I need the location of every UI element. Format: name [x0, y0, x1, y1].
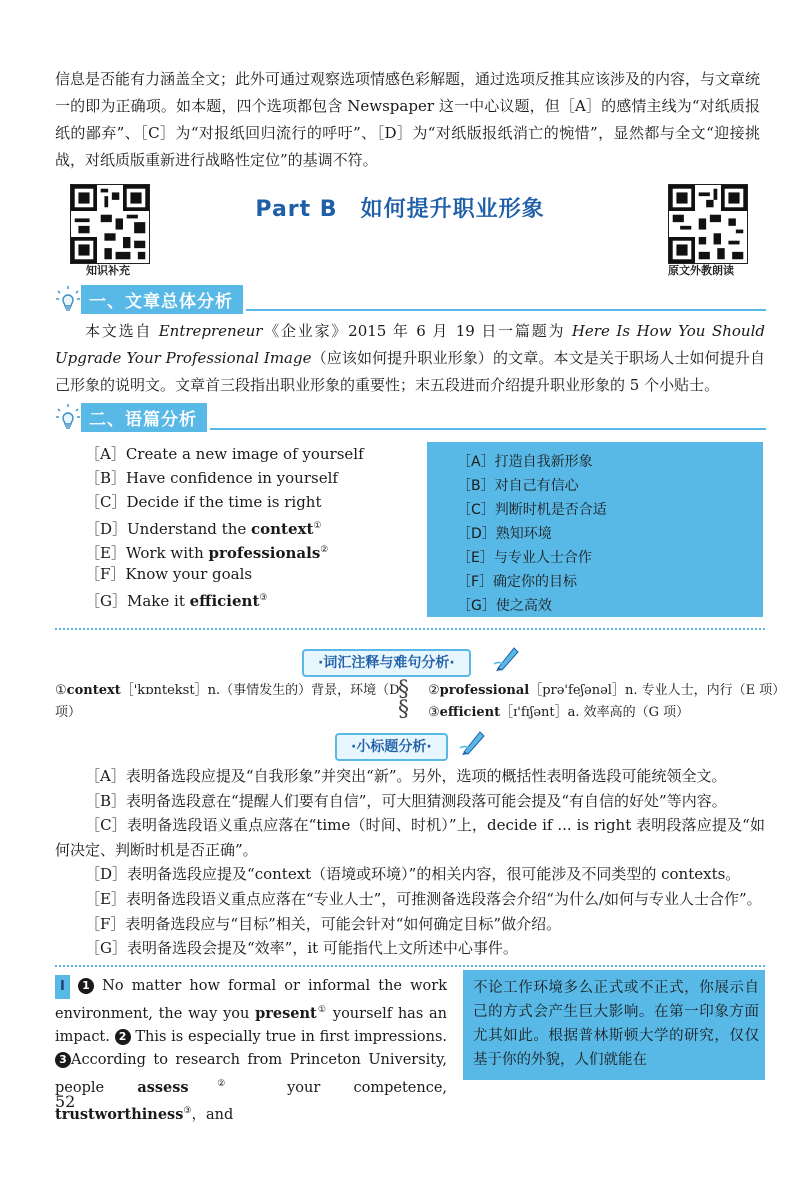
dotted-divider [55, 965, 765, 967]
vocab-definition: ［ɪ'fɪʃənt］a. 效率高的（G 项） [500, 705, 690, 720]
intro-paragraph: 信息是否能有力涵盖全文；此外可通过观察选项情感色彩解题，通过选项反推其应该涉及的内容，与文章统一的即为正确项。如本题，四个选项都包含 Newspaper 这一中心议题，但［A］的感情主线为“对纸质报纸的鄙弃”、［C］为“对报纸回归流行的呼吁”、［D］为“对纸版报纸消亡的惋惜”，显然都与全文“迎接挑战，对纸质版重新进行战略性定位”的基调不符。 [55, 70, 761, 169]
translation-g: ［G］使之高效 [457, 598, 552, 614]
analysis-header: ·小标题分析· [335, 733, 448, 761]
option-text: ［F］Know your goals [85, 565, 253, 583]
pen-icon [492, 642, 522, 672]
sentence-text: yourself has an impact. [55, 1005, 448, 1045]
section-label: 一、文章总体分析 [81, 285, 243, 314]
option-text: ［D］Understand the [85, 520, 252, 538]
page-number: 52 [55, 1092, 76, 1111]
source-title: Entrepreneur [158, 322, 263, 340]
option-d [85, 514, 415, 538]
footnote-marker: ③ [259, 593, 268, 603]
passage-translation-box: 不论工作环境多么正式或不正式，你展示自己的方式会产生巨大影响。在第一印象方面尤其如此。根据普林斯顿大学的研究，仅仅基于你的外貌，人们就能在 [463, 970, 765, 1080]
swirl-divider-icon: § § [398, 677, 409, 722]
overview-text-post: （应该如何提升职业形象）的文章。本文是关于职场人士如何提升自己形象的说明文。文章首三段指出职业形象的重要性；末五段进而介绍提升职业形象的 5 个小贴士。 [55, 349, 765, 394]
qr-code-icon [669, 185, 747, 263]
sentence-number: 2 [115, 1029, 131, 1045]
vocab-word: context [66, 683, 121, 698]
footnote-marker: ① [313, 521, 322, 531]
sentence-number: 3 [55, 1052, 71, 1068]
sentence-text: ，and [191, 1106, 234, 1123]
option-text: ［C］Decide if the time is right [85, 493, 322, 511]
option-e [85, 538, 415, 562]
option-keyword: context [251, 520, 314, 538]
keyword: present [255, 1004, 317, 1022]
translation-box [427, 442, 763, 617]
option-a [85, 442, 415, 466]
vocab-entry-professional [428, 680, 785, 702]
vocab-definition: ［'kɒntekst］n.（事情发生的）背景，环境（D [120, 683, 400, 698]
vocab-header: ·词汇注释与难句分析· [302, 649, 471, 677]
footnote-marker: ① [316, 1004, 328, 1015]
overview-text-mid: 《企业家》2015 年 6 月 19 日一篇题为 [262, 322, 572, 340]
article-title: Here Is How You Should Upgrade Your Professional Image [55, 322, 765, 367]
option-b [85, 466, 415, 490]
footnote-marker: ② [188, 1078, 254, 1089]
sentence-text: According to research from Princeton University, people [55, 1052, 447, 1096]
vocab-number: ① [55, 683, 67, 698]
option-text: ［G］Make it [85, 592, 190, 610]
translation-d: ［D］熟知环境 [457, 526, 552, 542]
analysis-a: ［A］表明备选段应提及“自我形象”并突出“新”。另外，选项的概括性表明备选段可能统领全文。 [85, 767, 727, 785]
dotted-divider [55, 628, 765, 630]
option-keyword: efficient [189, 592, 260, 610]
section-divider [246, 309, 766, 311]
option-text: ［E］Work with [85, 544, 209, 562]
part-title: Part B 如何提升职业形象 [255, 197, 545, 222]
translation-e: ［E］与专业人士合作 [457, 550, 592, 566]
paragraph-marker: Ⅰ [55, 975, 70, 999]
analysis-f: ［F］表明备选段应与“目标”相关，可能会针对“如何确定目标”做介绍。 [85, 914, 562, 933]
analysis-e: ［E］表明备选段语义重点应落在“专业人士”，可推测备选段落会介绍“为什么/如何与专业人士合作”。 [85, 889, 762, 908]
section-label: 二、语篇分析 [81, 403, 207, 432]
vocab-number: ② [428, 683, 440, 698]
sentence-number: 1 [78, 978, 94, 994]
overview-text-pre: 本文选自 [85, 322, 159, 340]
option-c [85, 490, 415, 514]
qr-right-caption: 原文外教朗读 [668, 264, 734, 277]
pen-icon [458, 726, 488, 756]
analysis-c: ［C］表明备选段语义重点应落在“time（时间、时机）”上，decide if ... is right 表明段落应提及“如何决定、判断时机是否正确”。 [55, 816, 765, 859]
passage-paragraph-1 [55, 975, 447, 1127]
sentence-text: This is especially true in first impressions. [130, 1028, 448, 1045]
overview-paragraph [55, 318, 765, 399]
translation-c: ［C］判断时机是否合适 [457, 502, 607, 518]
section-header-overview [55, 284, 243, 314]
qr-left-caption: 知识补充 [86, 264, 130, 277]
translation-a: ［A］打造自我新形象 [457, 454, 593, 470]
section-header-discourse [55, 402, 207, 432]
keyword: trustworthiness [55, 1105, 184, 1123]
keyword: assess [137, 1078, 189, 1096]
vocab-entry-context [55, 680, 400, 702]
heading-analysis [55, 764, 765, 961]
translation-b: ［B］对自己有信心 [457, 478, 579, 494]
option-text: ［A］Create a new image of yourself [85, 445, 364, 463]
vocab-entry-efficient [428, 702, 689, 724]
option-f [85, 562, 415, 586]
footnote-marker: ② [320, 545, 329, 555]
vocab-definition: ［prə'feʃənəl］n. 专业人士，内行（E 项） [529, 683, 786, 698]
option-keyword: professionals [208, 544, 321, 562]
vocab-word: efficient [439, 705, 501, 720]
qr-code-right[interactable] [668, 184, 748, 264]
lightbulb-icon [55, 403, 81, 431]
vocab-word: professional [439, 683, 530, 698]
option-text: ［B］Have confidence in yourself [85, 469, 338, 487]
sentence-text: your competence, [253, 1079, 448, 1096]
section-divider [210, 428, 766, 430]
vocab-number: ③ [428, 705, 440, 720]
sentence-text: No matter how formal or informal the work environment, the way you [55, 978, 447, 1022]
analysis-d: ［D］表明备选段应提及“context（语境或环境）”的相关内容，很可能涉及不同类型的 contexts。 [85, 865, 741, 884]
analysis-b: ［B］表明备选段意在“提醒人们要有自信”，可大胆猜测段落可能会提及“有自信的好处”等内容。 [85, 791, 727, 810]
footnote-marker: ③ [183, 1106, 192, 1117]
lightbulb-icon [55, 285, 81, 313]
option-list [85, 442, 415, 610]
vocab-entry-context-cont: 项） [55, 705, 82, 720]
translation-f: ［F］确定你的目标 [457, 574, 578, 590]
analysis-g: ［G］表明备选段会提及“效率”，it 可能指代上文所述中心事件。 [85, 939, 518, 958]
option-g [85, 586, 415, 610]
